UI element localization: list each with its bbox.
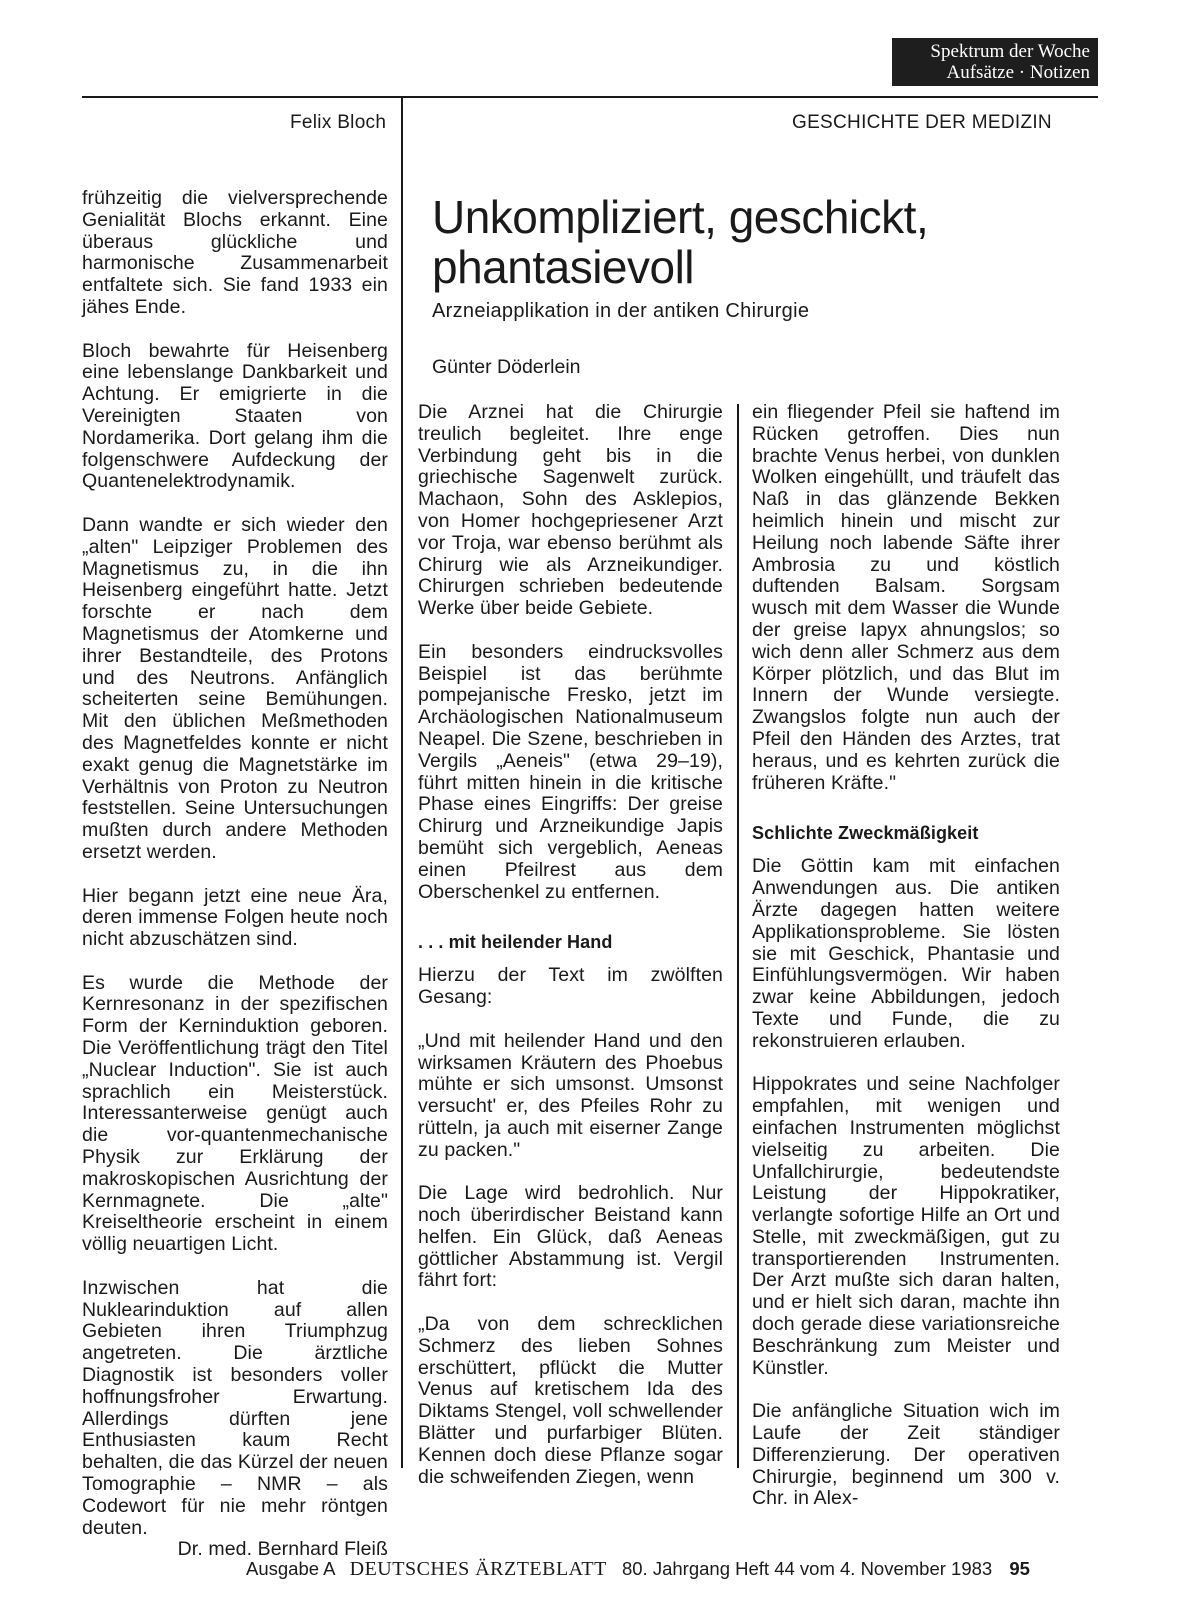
article-author: Günter Döderlein [432,356,581,378]
signature: Dr. med. Bernhard Fleiß [177,1538,388,1561]
left-paragraph: Es wurde die Methode der Kernresonanz in der spezifischen Form der Kerninduktion geboren. Die Veröffentlichung trägt den Titel „Nuclear Induction". Sie ist auch sprachlich ein Meisterstück. Interessanterweise genügt auch die vor-quantenmechanische Physik zur Erklärung der makroskopischen Ausrichtung der Kernmagnete. Die „alte" Kreiseltheorie erscheint in einem völlig neuartigen Licht. [82,971,388,1256]
header-rule [82,96,1098,98]
left-column [82,188,388,1561]
middle-column [418,402,723,1488]
footer-edition: Ausgabe A [246,1558,335,1579]
body-paragraph: Die Lage wird bedrohlich. Nur noch überirdischer Beistand kann helfen. Ein Glück, daß Aeneas göttlicher Abstammung ist. Vergil fährt fort: [418,1182,723,1292]
running-head-right: GESCHICHTE DER MEDIZIN [792,112,1052,133]
footer-journal: DEUTSCHES ÄRZTEBLATT [349,1558,607,1580]
left-paragraph: Bloch bewahrte für Heisenberg eine lebenslange Dankbarkeit und Achtung. Er emigrierte in die Vereinigten Staaten von Nordamerika. Dort gelang ihm die folgenschwere Aufdeckung der Quantenelektrodynamik. [82,339,388,493]
column-divider-left [401,96,403,1468]
body-paragraph: Die anfängliche Situation wich im Laufe der Zeit ständiger Differenzierung. Der operativen Chirurgie, beginnend um 300 v. Chr. in Alex- [752,1400,1060,1510]
page-number: 95 [1009,1558,1030,1579]
article-subtitle: Arzneiapplikation in der antiken Chirurgie [432,300,810,322]
right-column [752,402,1060,1510]
body-paragraph: Die Göttin kam mit einfachen Anwendungen aus. Die antiken Ärzte dagegen hatten weitere Applikationsprobleme. Sie lösten sie mit Geschick, Phantasie und Einfühlungsvermögen. Wir haben zwar keine Abbildungen, jedoch Texte und Funde, die zu rekonstruieren erlauben. [752,855,1060,1052]
left-paragraph: Inzwischen hat die Nuklearinduktion auf allen Gebieten ihren Triumphzug angetreten. Die ärztliche Diagnostik ist besonders voller hoffnungsfroher Erwartung. Allerdings dürften jene Enthusiasten kaum Recht behalten, die das Kürzel der neuen Tomographie – NMR – als Codewort für nie mehr röntgen deuten. [82,1276,388,1539]
subheading: Schlichte Zweckmäßigkeit [752,823,979,844]
running-head-left: Felix Bloch [290,112,387,133]
left-paragraph: frühzeitig die vielversprechende Genialität Blochs erkannt. Eine überaus glückliche und harmonische Zusammenarbeit entfaltete sich. Sie fand 1933 ein jähes Ende. [82,187,388,318]
section-badge [892,38,1098,86]
footer-issue: 80. Jahrgang Heft 44 vom 4. November 1983 [621,1558,993,1579]
left-paragraph: Dann wandte er sich wieder den „alten" Leipziger Problemen des Magnetismus zu, in die ihn Heisenberg eingeführt hatte. Jetzt forschte er nach dem Magnetismus der Atomkerne und ihrer Bestandteile, des Protons und des Neutrons. Anfänglich scheiterten seine Bemühungen. Mit den üblichen Meßmethoden des Magnetfeldes konnte er nicht exakt genug die Magnetstärke im Verhältnis von Proton zu Neutron feststellen. Seine Untersuchungen mußten durch andere Methoden ersetzt werden. [82,513,388,863]
page-footer [246,1558,1030,1581]
article-title: Unkompliziert, geschickt, phantasievoll [432,191,929,293]
badge-line-1: Spektrum der Woche [930,41,1090,62]
badge-line-2: Aufsätze · Notizen [946,62,1090,83]
body-paragraph: Ein besonders eindrucksvolles Beispiel ist das berühmte pompejanische Fresko, jetzt im Archäologischen Nationalmuseum Neapel. Die Szene, beschrieben in Vergils „Aeneis" (etwa 29–19), führt mitten hinein in die kritische Phase eines Eingriffs: Der greise Chirurg und Arzneikundige Japis bemüht sich vergeblich, Aeneas einen Pfeilrest aus dem Oberschenkel zu entfernen. [418,640,723,903]
body-paragraph: Hippokrates und seine Nachfolger empfahlen, mit wenigen und einfachen Instrumenten möglichst vielseitig zu arbeiten. Die Unfallchirurgie, bedeutendste Leistung der Hippokratiker, verlangte sofortige Hilfe an Ort und Stelle, mit zweckmäßigen, gut zu transportierenden Instrumenten. Der Arzt mußte sich daran halten, und er hielt sich daran, machte ihn doch gerade diese variationsreiche Beschränkung zum Meister und Künstler. [752,1073,1060,1379]
column-divider-right [737,404,739,1468]
quote-paragraph: „Und mit heilender Hand und den wirksamen Kräutern des Phoebus mühte er sich umsonst. Umsonst versucht' er, des Pfeiles Rohr zu rütteln, ja auch mit eiserner Zange zu packen." [418,1029,723,1161]
body-paragraph: Die Arznei hat die Chirurgie treulich begleitet. Ihre enge Verbindung geht bis in die griechische Sagenwelt zurück. Machaon, Sohn des Asklepios, von Homer hochgepriesener Arzt vor Troja, war ebenso berühmt als Chirurg wie als Arzneikundiger. Chirurgen schrieben bedeutende Werke über beide Gebiete. [418,401,723,620]
body-paragraph: Hierzu der Text im zwölften Gesang: [418,964,723,1009]
quote-paragraph: „Da von dem schrecklichen Schmerz des lieben Sohnes erschüttert, pflückt die Mutter Venus auf kretischem Ida des Diktams Stengel, voll schwellender Blätter und purfarbiger Blüten. Kennen doch diese Pflanze sogar die schweifenden Ziegen, wenn [418,1313,723,1488]
left-paragraph: Hier begann jetzt eine neue Ära, deren immense Folgen heute noch nicht abzuschätzen sind. [82,884,388,951]
quote-paragraph: ein fliegender Pfeil sie haftend im Rücken getroffen. Dies nun brachte Venus herbei, von dunklen Wolken eingehüllt, und träufelt das Naß in das glänzende Bekken heimlich hinein und mischt zur Heilung noch labende Säfte ihrer Ambrosia zu und köstlich duftenden Balsam. Sorgsam wusch mit dem Wasser die Wunde der greise Iapyx ahnungslos; so wich denn aller Schmerz aus dem Körper plötzlich, und das Blut im Innern der Wunde versiegte. Zwangslos folgte nun auch der Pfeil den Händen des Arztes, trat heraus, und es kehrten zurück die früheren Kräfte." [752,401,1060,794]
subheading: . . . mit heilender Hand [418,932,613,953]
